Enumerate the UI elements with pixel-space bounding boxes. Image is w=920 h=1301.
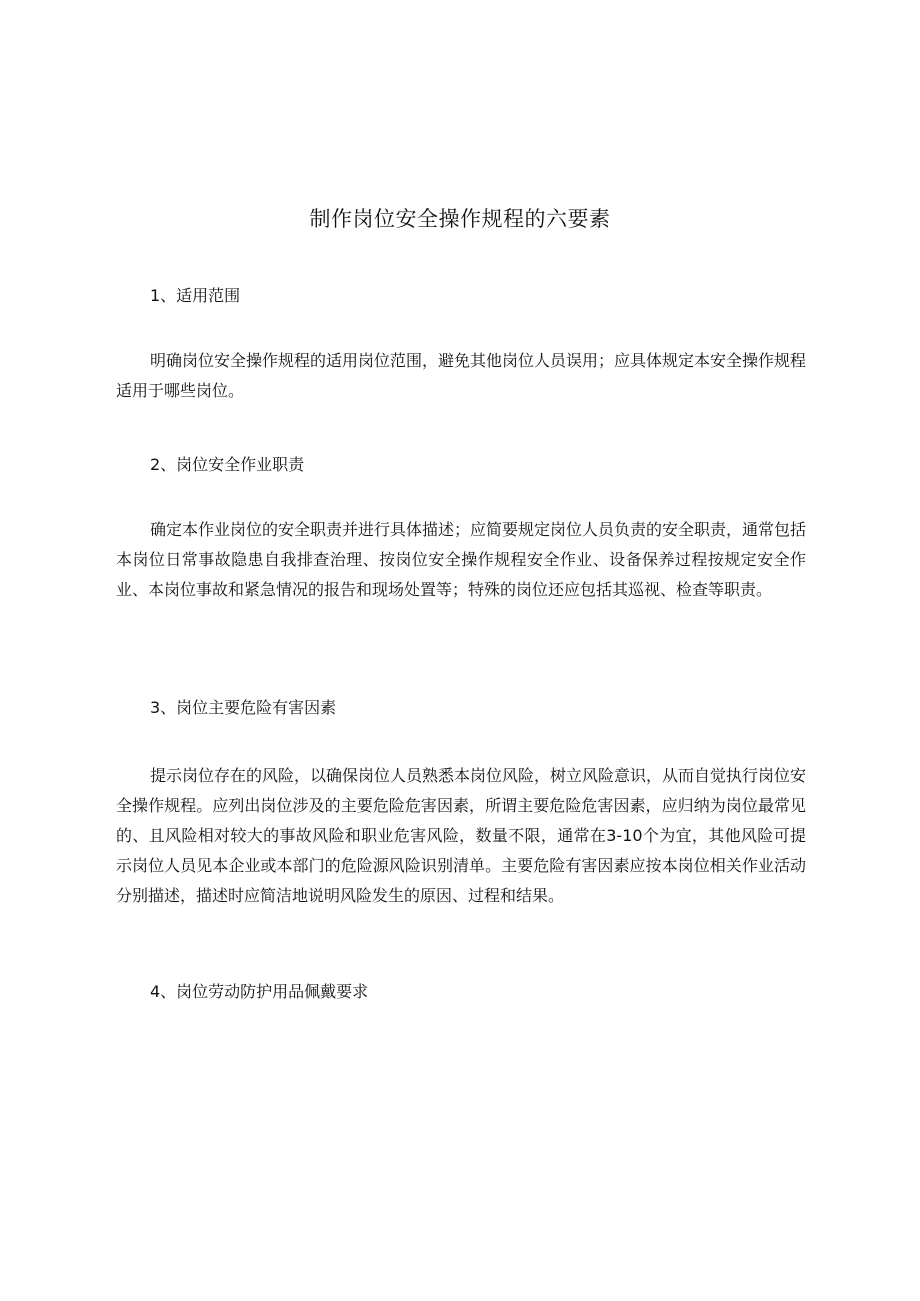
section-heading-scope: 1、适用范围 <box>150 286 241 305</box>
section-text-scope: 明确岗位安全操作规程的适用岗位范围，避免其他岗位人员误用；应具体规定本安全操作规程适用于哪些岗位。 <box>116 351 807 400</box>
document-title: 制作岗位安全操作规程的六要素 <box>309 207 611 231</box>
section-text-duties: 确定本作业岗位的安全职责并进行具体描述；应简要规定岗位人员负责的安全职责，通常包括本岗位日常事故隐患自我排查治理、按岗位安全操作规程安全作业、设备保养过程按规定安全作业、本岗位事故和紧急情况的报告和现场处置等；特殊的岗位还应包括其巡视、检查等职责。 <box>116 520 807 599</box>
section-text-hazards: 提示岗位存在的风险，以确保岗位人员熟悉本岗位风险，树立风险意识，从而自觉执行岗位安全操作规程。应列出岗位涉及的主要危险危害因素，所谓主要危险危害因素，应归纳为岗位最常见的、且风险相对较大的事故风险和职业危害风险，数量不限，通常在3-10个为宜，其他风险可提示岗位人员见本企业或本部门的危险源风险识别清单。主要危险有害因素应按本岗位相关作业活动分别描述，描述时应简洁地说明风险发生的原因、过程和结果。 <box>116 766 807 905</box>
section-heading-duties: 2、岗位安全作业职责 <box>150 455 305 474</box>
section-heading-ppe: 4、岗位劳动防护用品佩戴要求 <box>150 982 369 1001</box>
section-heading-hazards: 3、岗位主要危险有害因素 <box>150 698 337 717</box>
